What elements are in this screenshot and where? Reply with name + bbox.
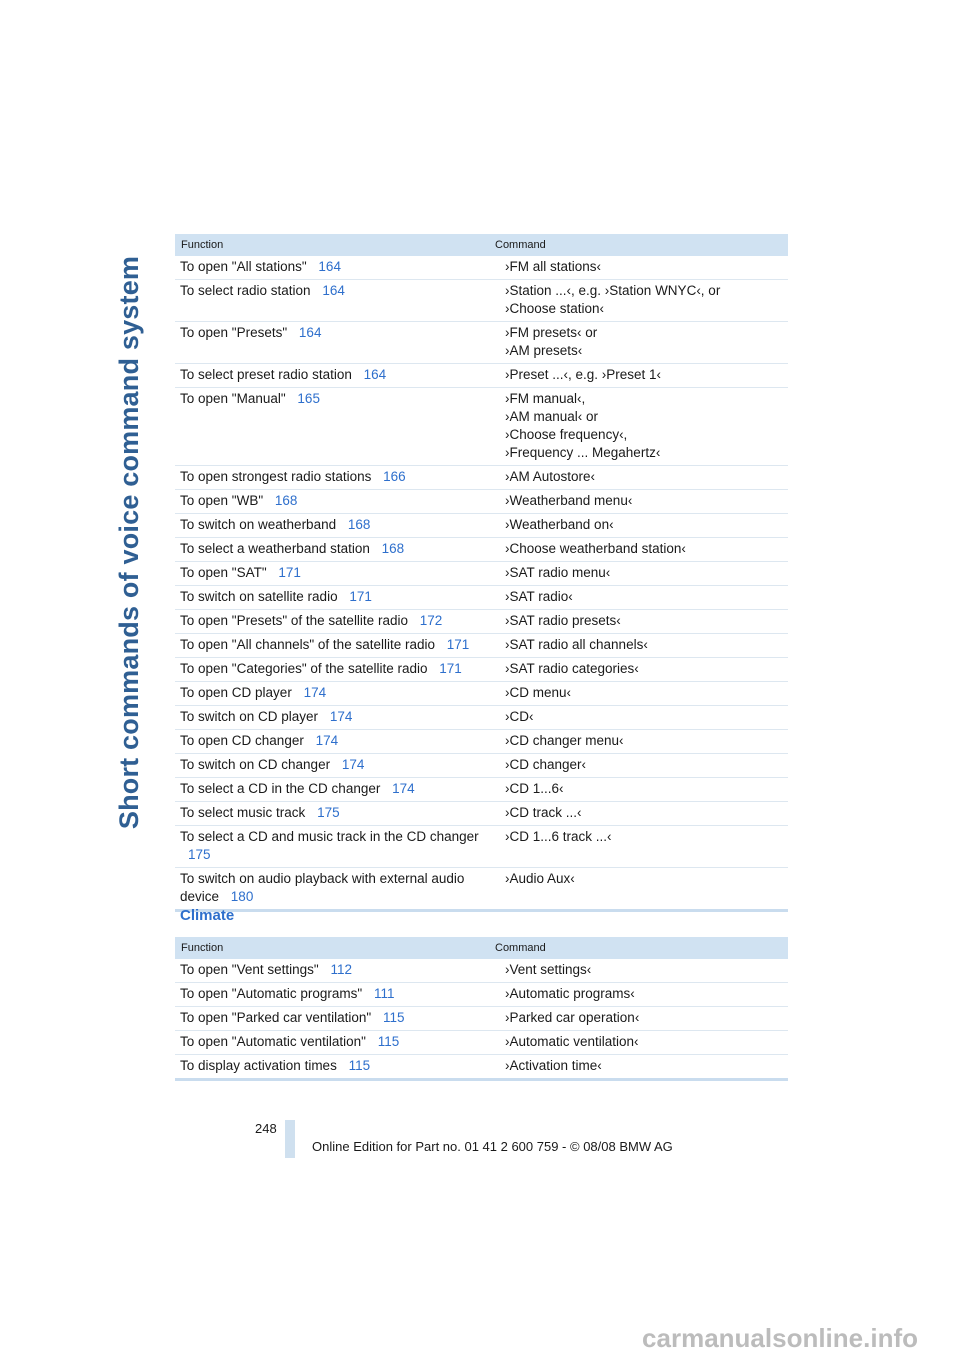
entertainment-command-table <box>175 234 788 912</box>
command-text: ›SAT radio menu‹ <box>505 565 611 580</box>
function-cell <box>175 658 491 682</box>
table-row <box>175 658 788 682</box>
command-text: ›AM Autostore‹ <box>505 469 596 484</box>
table-row <box>175 388 788 466</box>
function-cell <box>175 388 491 466</box>
function-text: To select a weatherband station <box>180 541 370 556</box>
command-text: ›AM presets‹ <box>505 343 583 358</box>
function-text: To open "Automatic ventilation" <box>180 1034 366 1049</box>
table-row <box>175 826 788 868</box>
command-text: ›Audio Aux‹ <box>505 871 575 886</box>
function-cell <box>175 706 491 730</box>
footer-bar <box>285 1120 295 1158</box>
command-text: ›AM manual‹ or <box>505 409 599 424</box>
command-cell <box>491 983 788 1007</box>
header-function: Function <box>175 937 491 959</box>
function-cell <box>175 562 491 586</box>
table-header-row <box>175 937 788 959</box>
function-text: To open "Parked car ventilation" <box>180 1010 372 1025</box>
command-cell <box>491 1007 788 1031</box>
command-text: ›FM all stations‹ <box>505 259 602 274</box>
command-cell <box>491 778 788 802</box>
command-cell <box>491 256 788 280</box>
page-reference-link[interactable]: 175 <box>317 805 340 820</box>
command-text: ›SAT radio‹ <box>505 589 573 604</box>
command-cell <box>491 388 788 466</box>
function-cell <box>175 514 491 538</box>
page-reference-link[interactable]: 171 <box>439 661 462 676</box>
function-cell <box>175 280 491 322</box>
function-cell <box>175 586 491 610</box>
function-text: To select radio station <box>180 283 311 298</box>
table-row <box>175 610 788 634</box>
table-row <box>175 586 788 610</box>
command-cell <box>491 1031 788 1055</box>
page-reference-link[interactable]: 174 <box>303 685 327 700</box>
command-text: ›CD 1...6 track ...‹ <box>505 829 612 844</box>
command-text: ›FM presets‹ or <box>505 325 598 340</box>
page-reference-link[interactable]: 165 <box>297 391 320 406</box>
page-reference-link[interactable]: 112 <box>330 962 352 977</box>
command-cell <box>491 682 788 706</box>
table-row <box>175 706 788 730</box>
function-text: To open strongest radio stations <box>180 469 372 484</box>
function-text: To switch on CD player <box>180 709 319 724</box>
page-reference-link[interactable]: 175 <box>188 847 211 862</box>
function-cell <box>175 868 491 911</box>
function-text: To switch on CD changer <box>180 757 331 772</box>
function-cell <box>175 1055 491 1080</box>
page-reference-link[interactable]: 174 <box>392 781 415 796</box>
function-cell <box>175 1031 491 1055</box>
table-row <box>175 514 788 538</box>
page-reference-link[interactable]: 180 <box>230 889 254 904</box>
command-text: ›Parked car operation‹ <box>505 1010 640 1025</box>
table-row <box>175 634 788 658</box>
climate-section-title: Climate <box>180 907 235 924</box>
function-text: To open CD changer <box>180 733 304 748</box>
command-text: ›CD 1...6‹ <box>505 781 564 796</box>
command-text: ›Vent settings‹ <box>505 962 592 977</box>
function-text: To select preset radio station <box>180 367 352 382</box>
table-row <box>175 280 788 322</box>
table-row <box>175 959 788 983</box>
function-text: To switch on weatherband <box>180 517 337 532</box>
function-cell <box>175 610 491 634</box>
header-command: Command <box>491 234 788 256</box>
function-text: To open CD player <box>180 685 292 700</box>
table-row <box>175 1055 788 1080</box>
command-text: ›Weatherband on‹ <box>505 517 614 532</box>
page-reference-link[interactable]: 168 <box>347 517 371 532</box>
function-text: To open "Presets" of the satellite radio <box>180 613 408 628</box>
function-cell <box>175 682 491 706</box>
function-text: To open "Presets" <box>180 325 288 340</box>
command-text: ›Station ...‹, e.g. ›Station WNYC‹, or <box>505 283 721 298</box>
command-text: ›Frequency ... Megahertz‹ <box>505 445 661 460</box>
function-cell <box>175 364 491 388</box>
page-reference-link[interactable]: 168 <box>381 541 405 556</box>
command-text: ›CD changer menu‹ <box>505 733 624 748</box>
function-cell <box>175 256 491 280</box>
command-text: ›Automatic ventilation‹ <box>505 1034 639 1049</box>
function-cell <box>175 754 491 778</box>
command-text: ›CD track ...‹ <box>505 805 582 820</box>
function-text: To display activation times <box>180 1058 337 1073</box>
function-cell <box>175 778 491 802</box>
command-text: ›Automatic programs‹ <box>505 986 635 1001</box>
command-cell <box>491 562 788 586</box>
function-cell <box>175 634 491 658</box>
table-row <box>175 322 788 364</box>
command-cell <box>491 280 788 322</box>
command-cell <box>491 959 788 983</box>
page-reference-link[interactable]: 171 <box>349 589 372 604</box>
function-cell <box>175 466 491 490</box>
table-row <box>175 256 788 280</box>
table-header-row <box>175 234 788 256</box>
function-cell <box>175 1007 491 1031</box>
command-cell <box>491 514 788 538</box>
function-text: To open "Categories" of the satellite radio <box>180 661 428 676</box>
page-reference-link[interactable]: 115 <box>382 1010 405 1025</box>
page-reference-link[interactable]: 174 <box>341 757 365 772</box>
command-text: ›Activation time‹ <box>505 1058 602 1073</box>
page-reference-link[interactable]: 171 <box>446 637 470 652</box>
command-text: ›Choose station‹ <box>505 301 605 316</box>
command-cell <box>491 586 788 610</box>
function-text: To select a CD in the CD changer <box>180 781 381 796</box>
table-row <box>175 754 788 778</box>
function-cell <box>175 490 491 514</box>
function-text: To open "WB" <box>180 493 264 508</box>
command-text: ›Choose frequency‹, <box>505 427 628 442</box>
function-cell <box>175 322 491 364</box>
table-row <box>175 983 788 1007</box>
climate-command-table <box>175 937 788 1081</box>
command-cell <box>491 1055 788 1080</box>
table-row <box>175 466 788 490</box>
table-row <box>175 364 788 388</box>
page-reference-link[interactable]: 111 <box>373 986 395 1001</box>
command-cell <box>491 730 788 754</box>
command-text: ›CD changer‹ <box>505 757 587 772</box>
command-cell <box>491 490 788 514</box>
function-text: To open "Automatic programs" <box>180 986 363 1001</box>
table-row <box>175 562 788 586</box>
table-row <box>175 538 788 562</box>
page-reference-link[interactable]: 174 <box>315 733 339 748</box>
table-row <box>175 778 788 802</box>
command-cell <box>491 802 788 826</box>
command-cell <box>491 610 788 634</box>
command-text: ›SAT radio presets‹ <box>505 613 621 628</box>
side-title <box>100 232 160 852</box>
function-cell <box>175 959 491 983</box>
command-text: ›CD‹ <box>505 709 534 724</box>
command-text: ›Weatherband menu‹ <box>505 493 633 508</box>
table-row <box>175 1007 788 1031</box>
header-function: Function <box>175 234 491 256</box>
command-text: ›SAT radio categories‹ <box>505 661 639 676</box>
command-text: ›Choose weatherband station‹ <box>505 541 686 556</box>
header-command: Command <box>491 937 788 959</box>
function-cell <box>175 730 491 754</box>
command-cell <box>491 706 788 730</box>
command-cell <box>491 538 788 562</box>
function-text: To switch on audio playback with external audio device <box>180 871 465 904</box>
page-reference-link[interactable]: 115 <box>377 1034 400 1049</box>
function-cell <box>175 538 491 562</box>
page-reference-link[interactable]: 174 <box>329 709 353 724</box>
page-reference-link[interactable]: 164 <box>318 259 341 274</box>
function-cell <box>175 826 491 868</box>
function-text: To select music track <box>180 805 306 820</box>
function-text: To open "All channels" of the satellite radio <box>180 637 435 652</box>
page-reference-link[interactable]: 164 <box>322 283 345 298</box>
command-text: ›FM manual‹, <box>505 391 586 406</box>
watermark: carmanualsonline.info <box>642 1323 918 1353</box>
function-text: To open "Manual" <box>180 391 286 406</box>
page-reference-link[interactable]: 168 <box>274 493 298 508</box>
table-row <box>175 868 788 911</box>
command-cell <box>491 658 788 682</box>
function-text: To open "SAT" <box>180 565 267 580</box>
function-text: To switch on satellite radio <box>180 589 338 604</box>
side-title-text: Short commands of voice command system <box>114 255 145 829</box>
page-number: 248 <box>255 1121 277 1136</box>
table-row <box>175 802 788 826</box>
command-cell <box>491 826 788 868</box>
table-row <box>175 730 788 754</box>
table-row <box>175 1031 788 1055</box>
function-text: To select a CD and music track in the CD changer <box>180 829 479 844</box>
command-text: ›SAT radio all channels‹ <box>505 637 648 652</box>
page-reference-link[interactable]: 171 <box>278 565 301 580</box>
command-cell <box>491 364 788 388</box>
page-reference-link[interactable]: 164 <box>363 367 387 382</box>
table-row <box>175 682 788 706</box>
command-text: ›CD menu‹ <box>505 685 572 700</box>
command-cell <box>491 868 788 911</box>
command-text: ›Preset ...‹, e.g. ›Preset 1‹ <box>505 367 662 382</box>
page-reference-link[interactable]: 172 <box>419 613 443 628</box>
page-reference-link[interactable]: 115 <box>348 1058 371 1073</box>
command-cell <box>491 754 788 778</box>
function-text: To open "Vent settings" <box>180 962 319 977</box>
page-reference-link[interactable]: 164 <box>298 325 322 340</box>
command-cell <box>491 322 788 364</box>
table-row <box>175 490 788 514</box>
footer-text: Online Edition for Part no. 01 41 2 600 759 - © 08/08 BMW AG <box>312 1139 673 1154</box>
function-cell <box>175 802 491 826</box>
function-text: To open "All stations" <box>180 259 307 274</box>
function-cell <box>175 983 491 1007</box>
page-reference-link[interactable]: 166 <box>383 469 406 484</box>
command-cell <box>491 466 788 490</box>
command-cell <box>491 634 788 658</box>
